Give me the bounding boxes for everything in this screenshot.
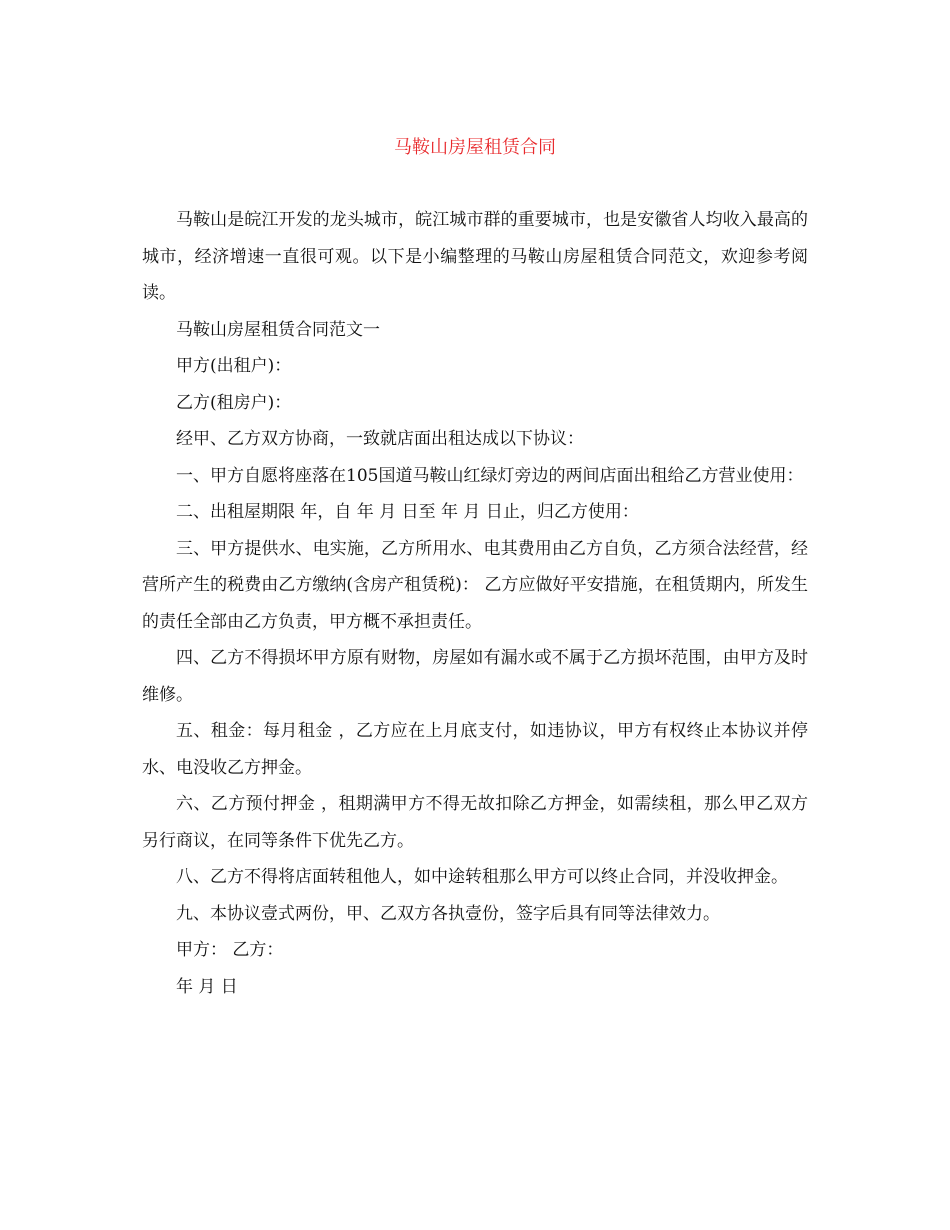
clause-3: 三、甲方提供水、电实施，乙方所用水、电其费用由乙方自负，乙方须合法经营，经营所产生的税费由乙方缴纳(含房产租赁税)： 乙方应做好平安措施，在租赁期内，所发生的责任全部由乙方负责，甲方概不承担责任。 [142, 538, 808, 632]
paragraph-sample-heading: 马鞍山房屋租赁合同范文一 [176, 319, 380, 340]
document-body [142, 202, 808, 1005]
paragraph-agreement: 经甲、乙方双方协商，一致就店面出租达成以下协议： [176, 429, 584, 449]
paragraph-party-b: 乙方(租房户)： [176, 392, 292, 413]
clause-8: 八、乙方不得将店面转租他人，如中途转租那么甲方可以终止合同，并没收押金。 [176, 867, 788, 887]
clause-4: 四、乙方不得损坏甲方原有财物，房屋如有漏水或不属于乙方损坏范围，由甲方及时维修。 [142, 648, 808, 705]
clause-2: 二、出租屋期限 年，自 年 月 日至 年 月 日止，归乙方使用： [176, 502, 639, 522]
clause-6: 六、乙方预付押金 ，租期满甲方不得无故扣除乙方押金，如需续租，那么甲乙双方另行商议，在同等条件下优先乙方。 [142, 794, 808, 851]
clause-9: 九、本协议壹式两份，甲、乙双方各执壹份，签字后具有同等法律效力。 [176, 903, 720, 924]
clause-1: 一、甲方自愿将座落在105国道马鞍山红绿灯旁边的两间店面出租给乙方营业使用： [176, 465, 804, 486]
clause-5: 五、租金：每月租金 ，乙方应在上月底支付，如违协议，甲方有权终止本协议并停水、电没收乙方押金。 [142, 721, 808, 778]
date-line: 年 月 日 [176, 976, 238, 997]
document-title: 马鞍山房屋租赁合同 [394, 137, 556, 158]
paragraph-intro: 马鞍山是皖江开发的龙头城市，皖江城市群的重要城市，也是安徽省人均收入最高的城市，经济增速一直很可观。以下是小编整理的马鞍山房屋租赁合同范文，欢迎参考阅读。 [142, 210, 808, 303]
signature-line: 甲方： 乙方： [176, 940, 284, 960]
paragraph-party-a: 甲方(出租户)： [176, 356, 292, 376]
